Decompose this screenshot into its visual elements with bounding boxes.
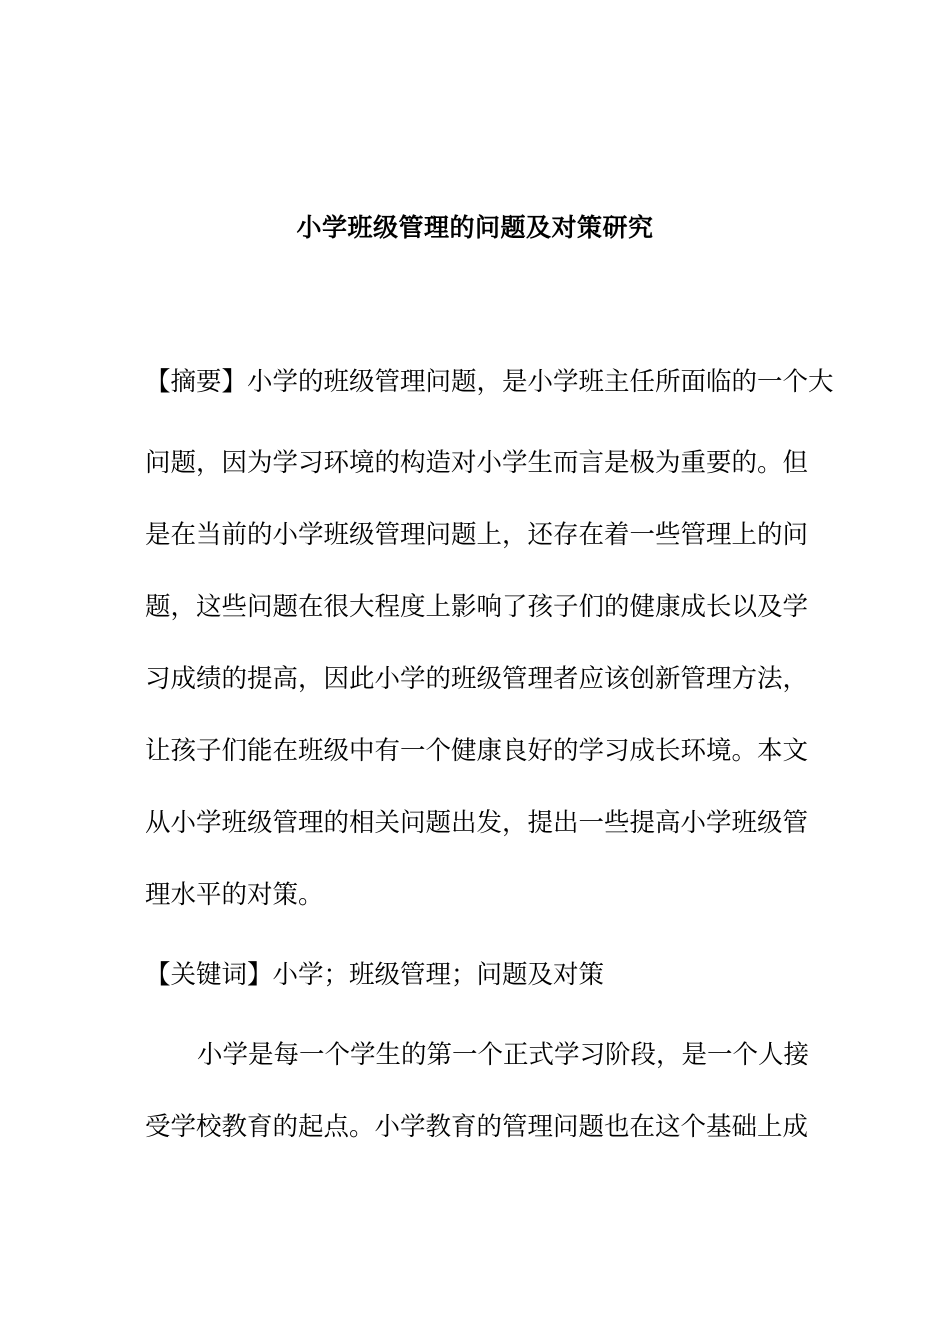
document-title: 小学班级管理的问题及对策研究 — [296, 213, 654, 242]
body-paragraph-line: 受学校教育的起点。小学教育的管理问题也在这个基础上成 — [145, 1112, 809, 1142]
abstract-line: 习成绩的提高，因此小学的班级管理者应该创新管理方法， — [145, 664, 809, 694]
abstract-line: 问题，因为学习环境的构造对小学生而言是极为重要的。但 — [145, 448, 809, 478]
abstract-line: 是在当前的小学班级管理问题上，还存在着一些管理上的问 — [145, 520, 809, 550]
keywords-line: 【关键词】小学；班级管理；问题及对策 — [145, 960, 605, 990]
abstract-line: 【摘要】小学的班级管理问题，是小学班主任所面临的一个大 — [145, 367, 834, 397]
abstract-line: 理水平的对策。 — [145, 880, 324, 910]
body-paragraph-line: 小学是每一个学生的第一个正式学习阶段，是一个人接 — [197, 1040, 810, 1070]
abstract-line: 从小学班级管理的相关问题出发，提出一些提高小学班级管 — [145, 808, 809, 838]
abstract-line: 题，这些问题在很大程度上影响了孩子们的健康成长以及学 — [145, 592, 809, 622]
abstract-line: 让孩子们能在班级中有一个健康良好的学习成长环境。本文 — [145, 736, 809, 766]
